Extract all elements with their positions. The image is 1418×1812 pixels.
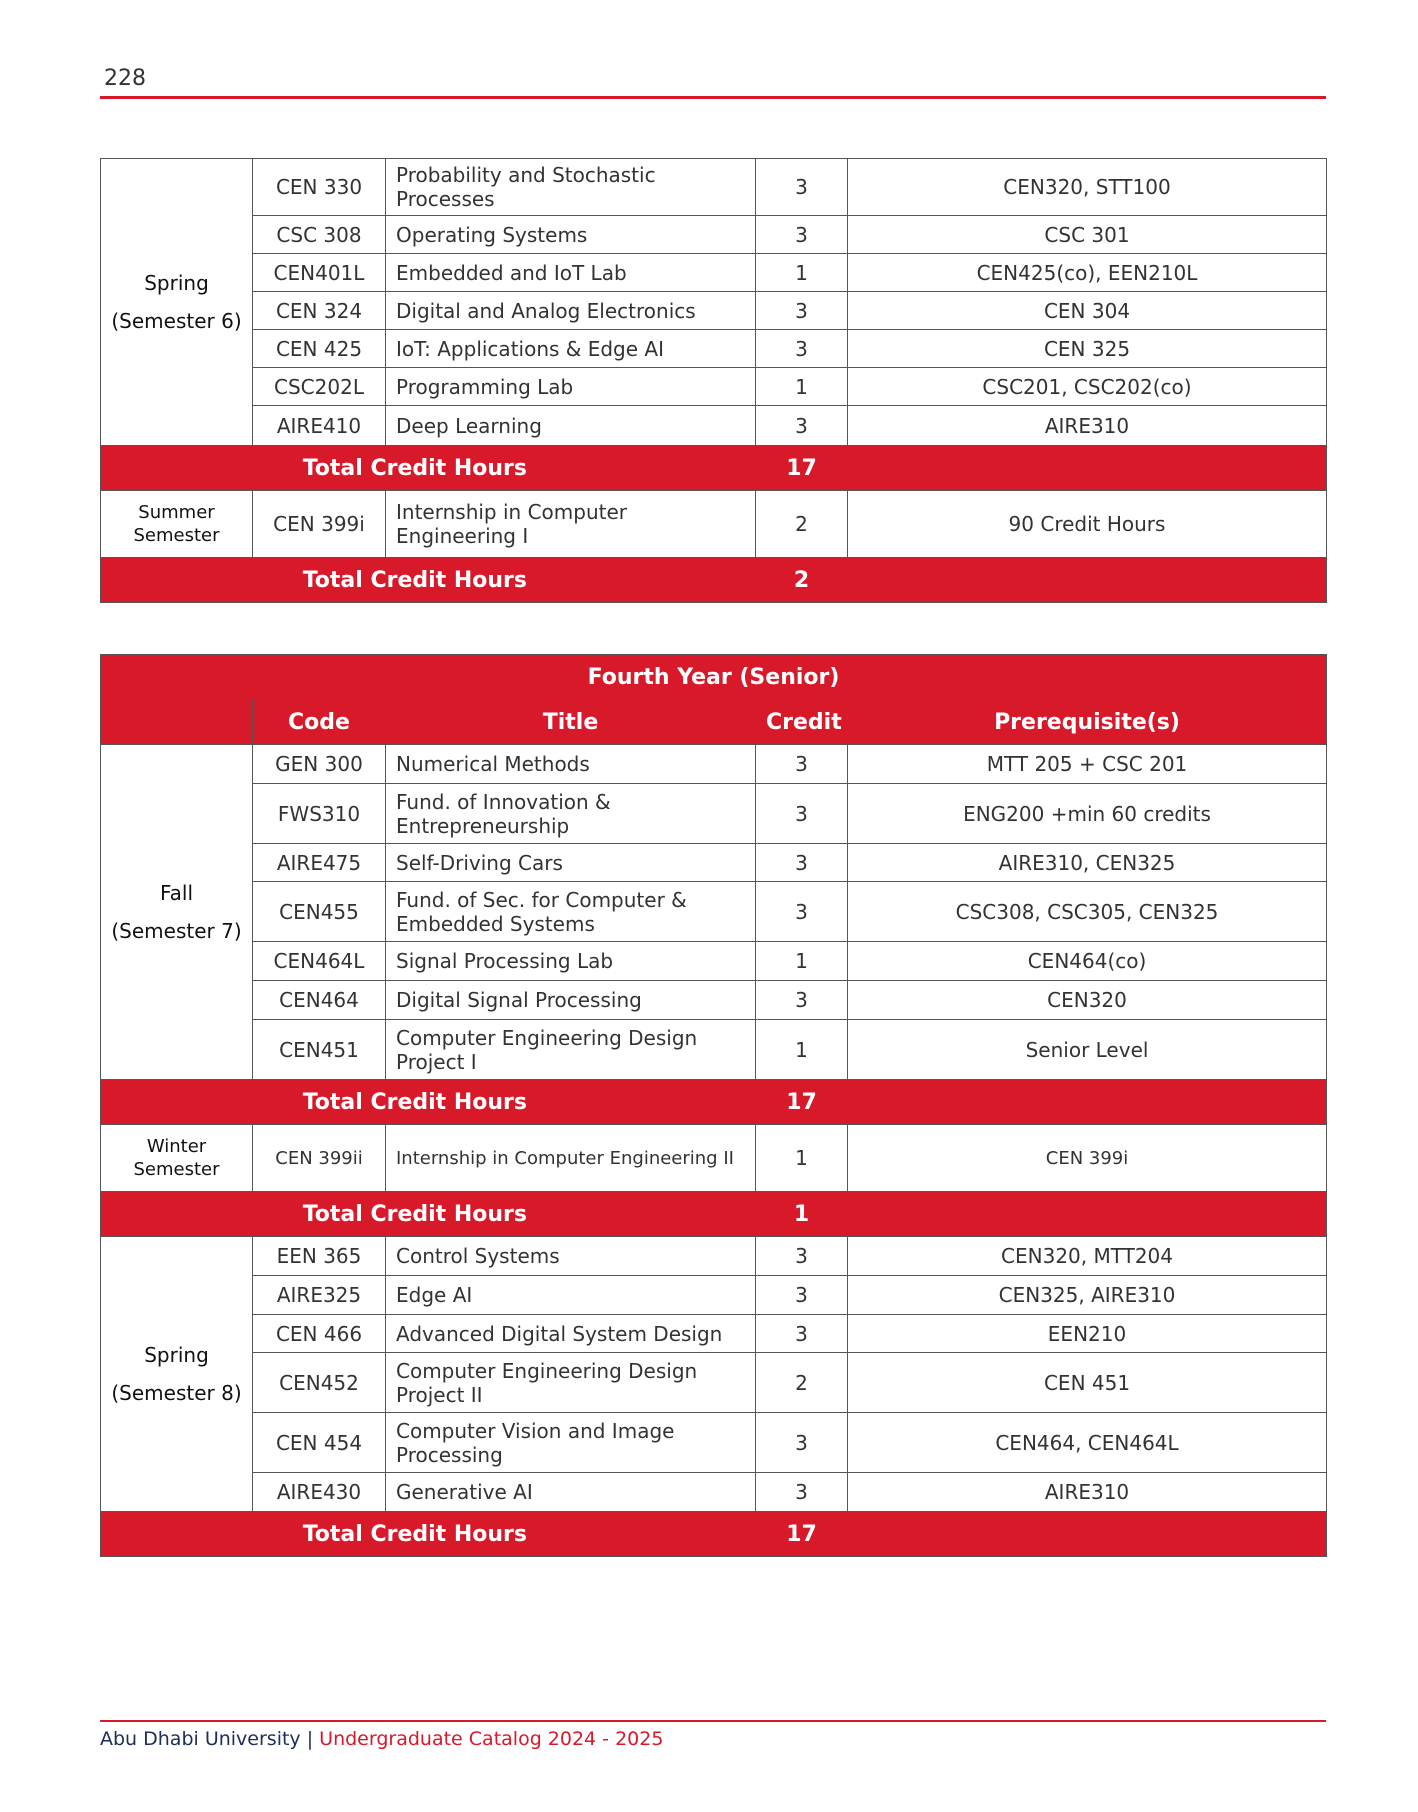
course-row (101, 330, 1327, 368)
page-number: 228 (104, 66, 146, 91)
fall7-total-row (101, 1080, 1327, 1125)
course-row (101, 1315, 1327, 1353)
course-code: CEN 399i (253, 491, 386, 558)
course-title: Probability and Stochastic Processes (386, 159, 756, 216)
course-prereq: CEN 304 (848, 292, 1327, 330)
course-title: Embedded and IoT Lab (386, 254, 756, 292)
course-title: Advanced Digital System Design (386, 1315, 756, 1353)
course-code: CEN 425 (253, 330, 386, 368)
spring6-total-row (101, 446, 1327, 491)
course-credit: 1 (756, 368, 848, 406)
course-title: Signal Processing Lab (386, 942, 756, 981)
course-prereq: CEN464, CEN464L (848, 1413, 1327, 1473)
winter-total-row (101, 1192, 1327, 1237)
course-row (101, 844, 1327, 882)
summer-row (101, 491, 1327, 558)
course-prereq: CEN320 (848, 981, 1327, 1020)
course-prereq: CEN325, AIRE310 (848, 1276, 1327, 1315)
course-title: Edge AI (386, 1276, 756, 1315)
course-credit: 3 (756, 745, 848, 784)
course-credit: 3 (756, 882, 848, 942)
course-code: CEN464L (253, 942, 386, 981)
course-prereq: CEN 399i (848, 1125, 1327, 1192)
course-code: AIRE325 (253, 1276, 386, 1315)
course-prereq: 90 Credit Hours (848, 491, 1327, 558)
course-row (101, 1473, 1327, 1512)
course-row (101, 254, 1327, 292)
course-credit: 2 (756, 491, 848, 558)
total-value: 1 (756, 1192, 848, 1237)
course-title: Deep Learning (386, 406, 756, 446)
total-label: Total Credit Hours (101, 1080, 756, 1125)
footer (100, 1728, 663, 1750)
course-prereq: AIRE310 (848, 1473, 1327, 1512)
course-row (101, 942, 1327, 981)
summer-total-row (101, 558, 1327, 603)
col-code: Code (253, 700, 386, 745)
course-credit: 3 (756, 981, 848, 1020)
course-row (101, 406, 1327, 446)
course-code: CEN 399ii (253, 1125, 386, 1192)
course-credit: 3 (756, 1237, 848, 1276)
total-value: 2 (756, 558, 848, 603)
course-prereq: CEN 451 (848, 1353, 1327, 1413)
course-prereq: CEN425(co), EEN210L (848, 254, 1327, 292)
course-title: Internship in Computer Engineering I (386, 491, 756, 558)
header-rule (100, 96, 1326, 99)
course-title: IoT: Applications & Edge AI (386, 330, 756, 368)
course-prereq: CSC308, CSC305, CEN325 (848, 882, 1327, 942)
course-credit: 3 (756, 1473, 848, 1512)
course-code: CSC 308 (253, 216, 386, 254)
course-row (101, 368, 1327, 406)
course-prereq: CSC 301 (848, 216, 1327, 254)
spring8-rows (101, 1237, 1327, 1512)
course-title: Computer Engineering Design Project I (386, 1020, 756, 1080)
course-row (101, 1237, 1327, 1276)
course-title: Operating Systems (386, 216, 756, 254)
winter-row (101, 1125, 1327, 1192)
total-value: 17 (756, 446, 848, 491)
course-prereq: CEN320, STT100 (848, 159, 1327, 216)
spring-summer-table (100, 158, 1327, 603)
course-code: CEN464 (253, 981, 386, 1020)
course-credit: 3 (756, 784, 848, 844)
course-credit: 3 (756, 292, 848, 330)
course-title: Computer Engineering Design Project II (386, 1353, 756, 1413)
course-prereq: CEN 325 (848, 330, 1327, 368)
course-code: CEN 454 (253, 1413, 386, 1473)
course-row (101, 1413, 1327, 1473)
course-credit: 1 (756, 1125, 848, 1192)
semester-label: Summer Semester (101, 491, 253, 558)
spring8-total-row (101, 1512, 1327, 1557)
spring6-rows (101, 159, 1327, 446)
total-label: Total Credit Hours (101, 446, 756, 491)
course-credit: 3 (756, 1315, 848, 1353)
course-prereq: EEN210 (848, 1315, 1327, 1353)
course-credit: 3 (756, 159, 848, 216)
course-code: FWS310 (253, 784, 386, 844)
course-code: GEN 300 (253, 745, 386, 784)
course-prereq: CEN464(co) (848, 942, 1327, 981)
total-value: 17 (756, 1512, 848, 1557)
course-row (101, 745, 1327, 784)
course-code: CEN 466 (253, 1315, 386, 1353)
course-prereq: Senior Level (848, 1020, 1327, 1080)
course-title: Fund. of Innovation & Entrepreneurship (386, 784, 756, 844)
course-row (101, 882, 1327, 942)
semester-label: Spring (Semester 6) (101, 159, 253, 446)
course-credit: 3 (756, 844, 848, 882)
course-row (101, 216, 1327, 254)
col-prereq: Prerequisite(s) (848, 700, 1327, 745)
course-code: AIRE475 (253, 844, 386, 882)
course-row (101, 784, 1327, 844)
course-row (101, 1020, 1327, 1080)
course-title: Fund. of Sec. for Computer & Embedded Systems (386, 882, 756, 942)
course-credit: 3 (756, 216, 848, 254)
course-code: CEN455 (253, 882, 386, 942)
course-title: Generative AI (386, 1473, 756, 1512)
course-code: CEN 324 (253, 292, 386, 330)
course-code: AIRE410 (253, 406, 386, 446)
total-value: 17 (756, 1080, 848, 1125)
footer-university: Abu Dhabi University (100, 1728, 301, 1750)
course-code: CEN 330 (253, 159, 386, 216)
year-heading: Fourth Year (Senior) (101, 655, 1327, 700)
fall7-rows (101, 745, 1327, 1080)
course-code: AIRE430 (253, 1473, 386, 1512)
col-credit: Credit (756, 700, 848, 745)
course-code: CSC202L (253, 368, 386, 406)
course-credit: 1 (756, 942, 848, 981)
course-row (101, 292, 1327, 330)
course-credit: 3 (756, 1276, 848, 1315)
fourth-year-table (100, 654, 1327, 1557)
course-title: Self-Driving Cars (386, 844, 756, 882)
total-label: Total Credit Hours (101, 1192, 756, 1237)
column-header-row (101, 700, 1327, 745)
course-prereq: CEN320, MTT204 (848, 1237, 1327, 1276)
semester-label: Winter Semester (101, 1125, 253, 1192)
course-row (101, 1276, 1327, 1315)
semester-label: Spring (Semester 8) (101, 1237, 253, 1512)
course-code: CEN451 (253, 1020, 386, 1080)
footer-catalog: Undergraduate Catalog 2024 - 2025 (319, 1728, 664, 1750)
course-credit: 2 (756, 1353, 848, 1413)
course-row (101, 159, 1327, 216)
course-title: Digital and Analog Electronics (386, 292, 756, 330)
course-prereq: AIRE310, CEN325 (848, 844, 1327, 882)
course-code: CEN401L (253, 254, 386, 292)
course-code: EEN 365 (253, 1237, 386, 1276)
footer-rule (100, 1720, 1326, 1722)
course-prereq: MTT 205 + CSC 201 (848, 745, 1327, 784)
semester-label: Fall (Semester 7) (101, 745, 253, 1080)
course-credit: 1 (756, 1020, 848, 1080)
total-label: Total Credit Hours (101, 558, 756, 603)
footer-separator: | (300, 1728, 320, 1750)
course-title: Numerical Methods (386, 745, 756, 784)
course-credit: 3 (756, 1413, 848, 1473)
course-title: Control Systems (386, 1237, 756, 1276)
course-title: Digital Signal Processing (386, 981, 756, 1020)
course-row (101, 1353, 1327, 1413)
year-heading-row (101, 655, 1327, 700)
course-credit: 3 (756, 406, 848, 446)
course-prereq: ENG200 +min 60 credits (848, 784, 1327, 844)
total-label: Total Credit Hours (101, 1512, 756, 1557)
course-prereq: CSC201, CSC202(co) (848, 368, 1327, 406)
col-title: Title (386, 700, 756, 745)
course-prereq: AIRE310 (848, 406, 1327, 446)
course-title: Programming Lab (386, 368, 756, 406)
course-title: Internship in Computer Engineering II (386, 1125, 756, 1192)
course-credit: 3 (756, 330, 848, 368)
course-row (101, 981, 1327, 1020)
course-title: Computer Vision and Image Processing (386, 1413, 756, 1473)
course-credit: 1 (756, 254, 848, 292)
course-code: CEN452 (253, 1353, 386, 1413)
